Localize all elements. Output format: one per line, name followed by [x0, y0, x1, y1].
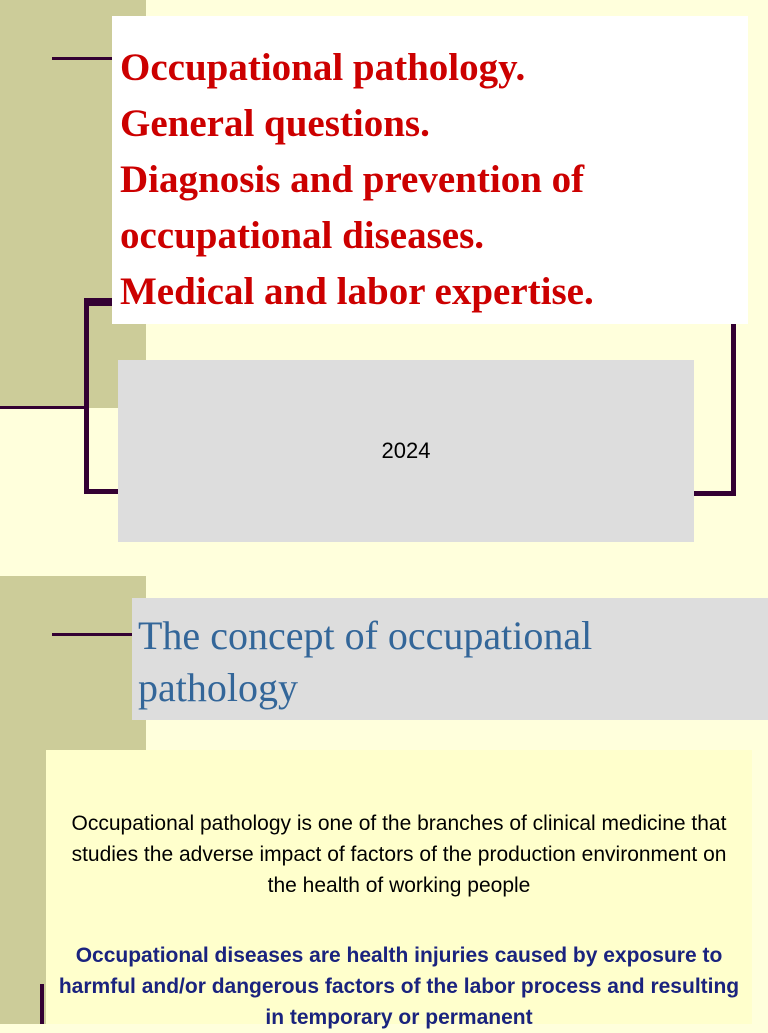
- slide2-definition-paragraph: Occupational pathology is one of the branches of clinical medicine that studies the adverse impact of factors of the production environment on the health of working people: [71, 812, 727, 897]
- slide1-right-bracket: [692, 318, 736, 496]
- slide2-title: [138, 610, 758, 714]
- slide2-occupational-diseases-paragraph: Occupational diseases are health injuries caused by exposure to harmful and/or dangerous factors of the labor process and resulting in temporary or permanent: [58, 944, 740, 1029]
- slide1-left-bracket: [84, 298, 120, 494]
- slide1-title-line-4: occupational diseases.: [120, 214, 485, 257]
- slide1-title-accent-line: [52, 57, 114, 60]
- slide1-title-line-1: Occupational pathology.: [120, 46, 526, 89]
- slide1-title: [120, 40, 740, 320]
- slide1-middle-accent-line: [0, 406, 88, 409]
- slide1-date-box: [118, 360, 694, 542]
- slide1-title-line-5: Medical and labor expertise.: [120, 270, 594, 313]
- slide1-title-line-3: Diagnosis and prevention of: [120, 158, 585, 201]
- slide1-date: 2024: [381, 438, 431, 463]
- slide1-title-line-2: General questions.: [120, 102, 430, 145]
- slide2-left-accent-line: [40, 984, 44, 1024]
- slide2-title-line-2: pathology: [138, 665, 298, 710]
- slide2-title-line-1: The concept of occupational: [138, 613, 593, 658]
- slide2-title-accent-line: [52, 633, 132, 636]
